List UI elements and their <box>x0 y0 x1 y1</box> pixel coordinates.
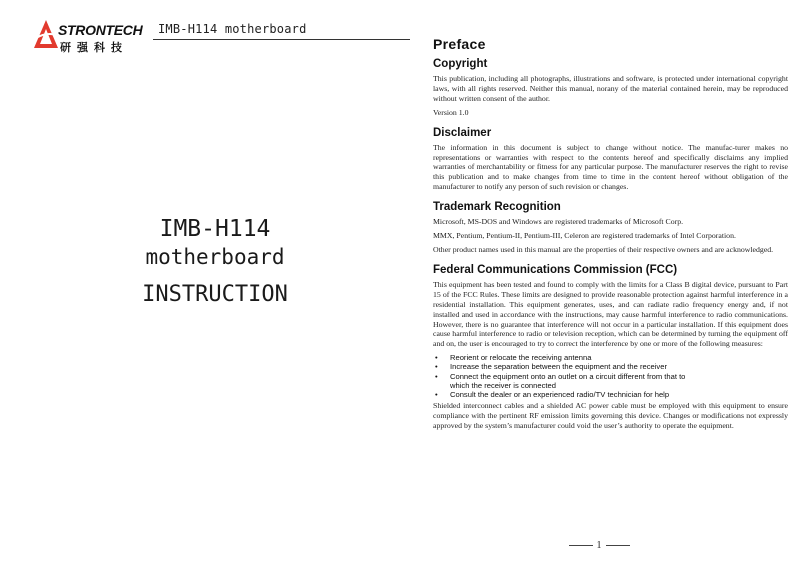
fcc-intro: This equipment has been tested and found to comply with the limits for a Class B digital device, pursuant to Part 15 of the FCC Rules. These limits are designed to provide reasonable protection against harmful interference in a residential installation. This equipment generates, uses, and can radiate radio frequency energy and, if not installed and used in accordance with the instructions, may cause harmful interference to radio communications. However, there is no guarantee that interference will not occur in a particular installation. If this equipment does cause harmful interference to radio or television reception, which can be determined by turning the equipment off and on, the user is encouraged to try to correct the interference by one or more of the following measures: <box>433 279 788 349</box>
trademark-heading: Trademark Recognition <box>433 201 561 214</box>
cover-product: motherboard <box>145 245 285 269</box>
list-item: • Reorient or relocate the receiving antenna <box>435 353 592 363</box>
strontech-logo <box>33 18 155 54</box>
fcc-closing: Shielded interconnect cables and a shielded AC power cable must be employed with this equipment to ensure compliance with the pertinent RF emission limits governing this device. Changes or modifications not expressly approved by the system’s manufacturer could void the user’s authority to operate the equipment. <box>433 401 788 431</box>
logo-brand-cn: 研强科技 <box>60 41 128 54</box>
list-item-continuation: which the receiver is connected <box>450 380 556 390</box>
trademark-text-3: Other product names used in this manual are the properties of their respective owners and are acknowledged. <box>433 244 774 254</box>
bullet-icon: • <box>435 371 438 381</box>
page-number-rule-right <box>606 545 630 546</box>
page-number-value: 1 <box>596 540 602 551</box>
disclaimer-heading: Disclaimer <box>433 126 492 139</box>
page-number-rule-left <box>569 545 593 546</box>
list-item: • Consult the dealer or an experienced radio/TV technician for help <box>435 390 670 400</box>
cover-instruction: INSTRUCTION <box>142 282 288 307</box>
list-item: • Increase the separation between the equipment and the receiver <box>435 362 667 372</box>
header-title: IMB-H114 motherboard <box>158 22 307 36</box>
logo-brand-en: STRONTECH <box>58 22 143 38</box>
page-title: Preface <box>433 36 486 52</box>
fcc-heading: Federal Communications Commission (FCC) <box>433 263 678 276</box>
copyright-text: This publication, including all photographs, illustrations and software, is protected under international copyright laws, with all rights reserved. Neither this manual, norany of the material contained herein, may be reproduced without written consent of the author. <box>433 74 788 103</box>
cover-model: IMB-H114 <box>159 216 271 242</box>
page-number <box>554 540 644 551</box>
bullet-icon: • <box>435 353 438 363</box>
disclaimer-text: The information in this document is subject to change without notice. The manufac-turer makes no representations or warranties with respect to the contents hereof and specifically disclaims any implied warranties of merchantability or fitness for any particular purpose. The manufacturer reserves the right to revise this publication and to make changes from time to time in the content hereof without obligation of the manufacturer to notify any person of such revision or changes. <box>433 142 788 192</box>
copyright-heading: Copyright <box>433 58 488 70</box>
preface-content <box>433 36 788 435</box>
header-rule <box>153 39 410 40</box>
trademark-text-2: MMX, Pentium, Pentium-II, Pentium-III, Celeron are registered trademarks of Intel Corporation. <box>433 231 736 241</box>
cover-title-block <box>110 214 320 309</box>
bullet-icon: • <box>435 362 438 372</box>
right-page <box>404 0 808 569</box>
version-text: Version 1.0 <box>433 107 469 117</box>
list-item: • Connect the equipment onto an outlet on a circuit different from that to <box>435 371 686 381</box>
trademark-text-1: Microsoft, MS-DOS and Windows are registered trademarks of Microsoft Corp. <box>433 217 684 227</box>
fcc-measures-list <box>433 353 788 399</box>
bullet-icon: • <box>435 390 438 400</box>
logo-triangle-icon <box>33 18 59 52</box>
